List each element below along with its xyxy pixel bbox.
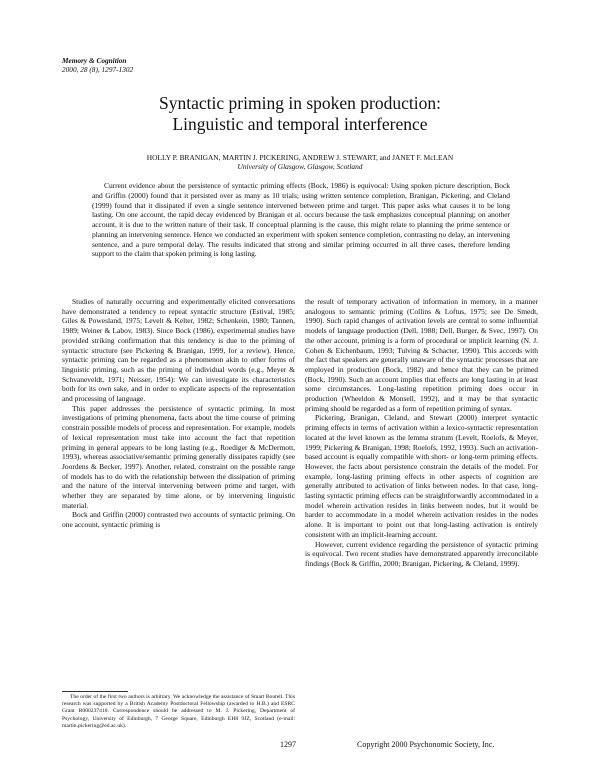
paper-title xyxy=(40,93,560,135)
journal-name: Memory & Cognition xyxy=(62,56,127,65)
paragraph: Studies of naturally occurring and experimentally elicited conversations have demonstrated a tendency to repeat syntactic structure (Estival, 1985; Giles & Powesland, 1975; Levelt & Kelter, 1982; Schenkein, 1980; Tannen, 1989; Weiner & Labov, 1983). Since Bock (1986), experimental studies have provided striking confirmation that this tendency is due to the priming of syntactic structure (see Pickering & Branigan, 1999, for a review). Hence, syntactic priming can be regarded as a phenomenon akin to other forms of linguistic priming, such as the priming of individual words (e.g., Meyer & Schvaneveldt, 1971; Neisser, 1954): We can investigate its characteristics both for its own sake, and in order to explicate aspects of the representation and processing of language. xyxy=(62,297,295,404)
author-affiliation: University of Glasgow, Glasgow, Scotland xyxy=(237,162,363,171)
body-column-left xyxy=(62,297,295,530)
body-column-right xyxy=(305,297,538,569)
copyright-notice: Copyright 2000 Psychonomic Society, Inc. xyxy=(357,740,495,749)
footnote-divider xyxy=(62,691,128,692)
journal-header xyxy=(62,56,133,74)
page-number: 1297 xyxy=(280,740,296,749)
paragraph: This paper addresses the persistence of syntactic priming. In most investigations of priming phenomena, facts about the time course of priming constrain possible models of process and representation. For example, models of lexical representation must take into account the fact that repetition priming in general appears to be long lasting (e.g., Roediger & McDermott, 1993), whereas associative/semantic priming generally dissipates rapidly (see Joordens & Becker, 1997). Another, related, constraint on the possible range of models has to do with the relationship between the dissipation of priming and the nature of the interval intervening between prime and target, with whether they are separated by time alone, or by intervening linguistic material. xyxy=(62,403,295,510)
journal-citation: 2000, 28 (8), 1297-1302 xyxy=(62,65,134,74)
title-line-2: Linguistic and temporal interference xyxy=(172,114,428,134)
paragraph: Pickering, Branigan, Cleland, and Stewart (2000) interpret syntactic priming effects in terms of activation within a lexico-syntactic representation located at the level known as the lemma stratum (Levelt, Roelofs, & Meyer, 1999; Pickering & Branigan, 1998; Roelofs, 1992, 1993). Such an activation-based account is equally compatible with short- or long-term priming effects. However, the facts about persistence constrain the details of the model. For example, long-lasting priming effects in other aspects of cognition are generally attributed to activation of links between nodes. In that case, long-lasting syntactic priming effects can be straightforwardly accommodated in a model wherein activation resides in links between nodes, but it would be harder to accommodate in a model wherein activation resides in the nodes alone. It is important to point out that long-lasting activation is entirely consistent with an implicit-learning account. xyxy=(305,413,538,539)
paragraph: However, current evidence regarding the persistence of syntactic priming is equivocal. Two recent studies have demonstrated apparently irreconcilable findings (Bock & Griffin, 2000; Branigan, Pickering, & Cleland, 1999). xyxy=(305,539,538,568)
paragraph: Bock and Griffin (2000) contrasted two accounts of syntactic priming. On one account, syntactic priming is xyxy=(62,510,295,530)
paragraph: the result of temporary activation of information in memory, in a manner analogous to semantic priming (Collins & Loftus, 1975; see De Smedt, 1990). Such rapid changes of activation levels are central to some influential models of language production (Dell, 1988; Dell, Burger, & Svec, 1997). On the other account, priming is a form of procedural or implicit learning (N. J. Cohen & Eichenbaum, 1993; Tulving & Schacter, 1990). This accords with the fact that speakers are generally unaware of the syntactic processes that are employed in production (Bock, 1982) and hence that they can be primed (Bock, 1990). Such an account implies that effects are long lasting in at least some circumstances. Long-lasting repetition priming does occur in production (Wheeldon & Monsell, 1992), and it may be that syntactic priming should be regarded as a form of repetition priming of syntax. xyxy=(305,297,538,413)
title-line-1: Syntactic priming in spoken production: xyxy=(159,93,441,113)
author-list: HOLLY P. BRANIGAN, MARTIN J. PICKERING, ANDREW J. STEWART, and JANET F. McLEAN xyxy=(146,153,454,162)
footnote-text: The order of the first two authors is arbitrary. We acknowledge the assistance of Stuart Boutell. This research was supported by a British Academy Postdoctoral Fellowship (awarded to H.B.) and ESRC Grant R000237418. Correspondence should be addressed to M. J. Pickering, Department of Psychology, University of Edinburgh, 7 George Square, Edinburgh EH8 9JZ, Scotland (e-mail: martin.pickering@ed.ac.uk). xyxy=(62,694,295,729)
author-footnote xyxy=(62,694,295,730)
abstract: Current evidence about the persistence of syntactic priming effects (Bock, 1986) is equivocal: Using spoken picture description, Bock and Griffin (2000) found that it persisted over as many as 10 trials; using written sentence completion, Branigan, Pickering, and Cleland (1999) found that it dissipated if even a single sentence intervened between prime and target. This paper asks what causes it to be long lasting. On one account, the rapid decay evidenced by Branigan et al. occurs because the task emphasizes conceptual planning; on another account, it is due to the written nature of their task. If conceptual planning is the cause, this might relate to planning the prime sentence or planning an intervening sentence. Hence we conducted an experiment with spoken sentence completion, contrasting no delay, an intervening sentence, and a pure temporal delay. The results indicated that strong and similar priming occurred in all three cases, therefore lending support to the claim that spoken priming is long lasting. xyxy=(92,181,510,259)
